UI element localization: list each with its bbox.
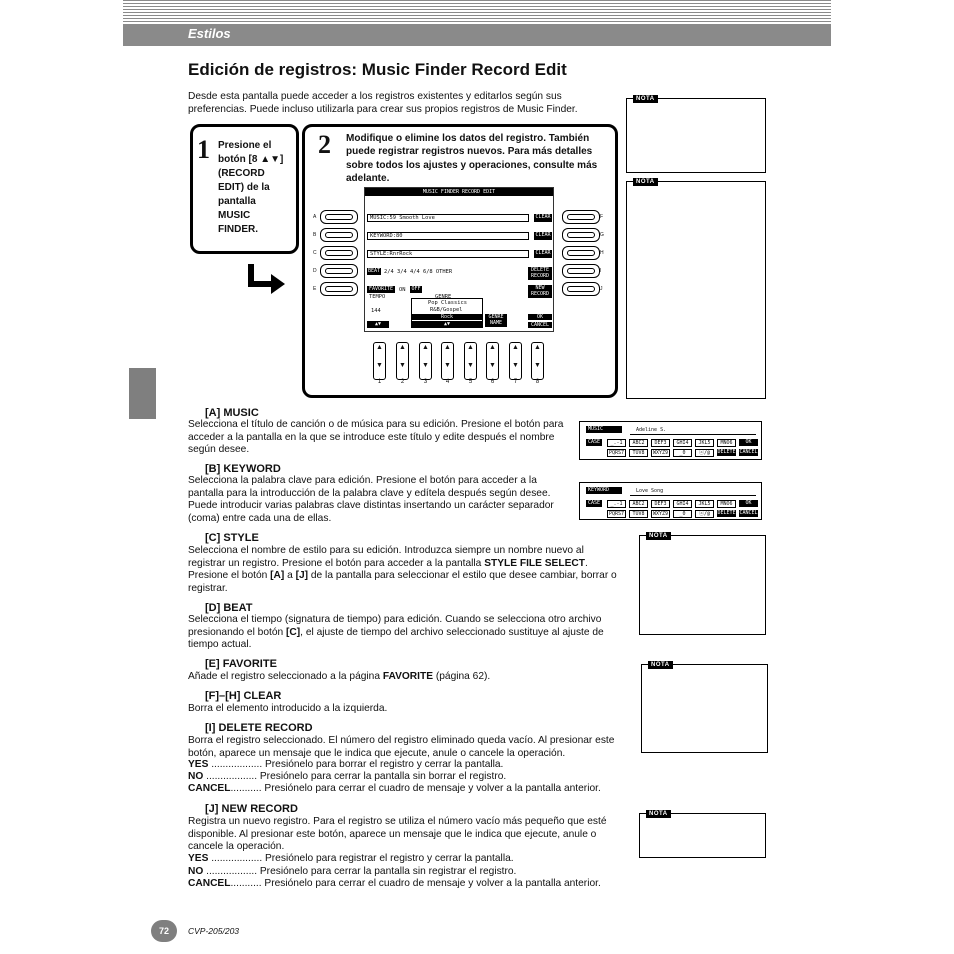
mini-key[interactable]: TUV8 [629, 449, 648, 457]
section-d-title: [D] BEAT [205, 602, 253, 614]
keyword-name-screen [579, 482, 762, 520]
button-g[interactable] [562, 228, 600, 242]
lcd-favorite-label: FAVORITE [368, 286, 394, 292]
entry-key: NO [188, 771, 204, 782]
mini-keyword-label: KEYWORD [586, 487, 622, 494]
d-bold-part: [C] [286, 626, 301, 638]
key-label-i: I [600, 268, 602, 274]
lcd-favorite-off[interactable]: OFF [411, 286, 421, 292]
step2-number: 2 [318, 130, 331, 159]
d-text-part: Selecciona el tiempo (signatura de tiempo) para edición. Cuando se selecciona otro archivo presionando el botón [188, 614, 602, 638]
c-text-part: . Presione el botón [188, 557, 588, 582]
key-label-g: G [600, 232, 604, 238]
section-c-text [188, 545, 618, 595]
lcd-genre-item[interactable]: Pop Classics [428, 300, 467, 306]
lcd-tempo-label: TEMPO [369, 294, 386, 300]
updown-num-6: 6 [490, 379, 495, 385]
section-i-title: [I] DELETE RECORD [205, 722, 313, 734]
mini-key[interactable]: ABC2 [629, 439, 648, 447]
section-fh-text: Borra el elemento introducido a la izquierda. [188, 703, 388, 714]
mini-key[interactable]: CASE [587, 500, 601, 506]
intro-text: Desde esta pantalla puede acceder a los registros existentes y editarlos según sus preferencias. Puede incluso utilizarla para crear sus propios registros de Music Finder. [188, 91, 578, 115]
nota-tag: NOTA [646, 810, 671, 818]
entry-value: .................. Presiónelo para cerrar la pantalla sin registrar el registro. [203, 866, 517, 877]
c-text-part: de la pantalla para seleccionar el estilo que desee cambiar, borrar o registrar. [188, 570, 617, 594]
lcd-genre-updown[interactable]: ▲▼ [411, 321, 483, 328]
mini-key[interactable]: TUV8 [629, 510, 648, 518]
mini-key[interactable]: MNO6 [717, 439, 736, 447]
lcd-beat-label: BEAT [367, 268, 381, 274]
e-text-part: (página 62). [433, 671, 491, 682]
mini-key[interactable]: CASE [587, 439, 601, 445]
lcd-genre-name[interactable]: GENRE NAME [485, 314, 507, 327]
mini-key[interactable]: _.-1 [607, 439, 626, 447]
key-label-c: C [313, 250, 317, 256]
nota-box [639, 813, 766, 858]
section-i-no [188, 771, 506, 784]
mini-key[interactable]: GHI4 [673, 500, 692, 508]
lcd-screen [364, 187, 554, 332]
entry-value: .................. Presiónelo para borrar el registro y cerrar la pantalla. [208, 759, 504, 770]
mini-key[interactable]: DEF3 [651, 439, 670, 447]
page-title: Edición de registros: Music Finder Record Edit [188, 60, 567, 79]
c-bold-part: [A] [270, 570, 285, 582]
mini-key[interactable]: GHI4 [673, 439, 692, 447]
section-i-yes [188, 759, 503, 772]
e-bold-part: FAVORITE [382, 671, 434, 682]
key-label-h: H [600, 250, 604, 256]
mini-key[interactable]: _0 [673, 449, 692, 457]
button-f[interactable] [562, 210, 600, 224]
mini-music-label: MUSIC [586, 426, 622, 433]
lcd-clear-g[interactable]: CLEAR [535, 232, 551, 238]
mini-delete[interactable]: DELETE [717, 449, 736, 455]
updown-num-8: 8 [535, 379, 540, 385]
lcd-clear-h[interactable]: CLEAR [535, 250, 551, 256]
updown-num-5: 5 [468, 379, 473, 385]
mini-key[interactable]: ⓐ/@ [695, 449, 714, 457]
entry-value: ........... Presiónelo para cerrar el cuadro de mensaje y volver a la pantalla anterior. [230, 878, 601, 889]
section-a-text: Selecciona el título de canción o de música para su edición. Presione el botón para acceder a la pantalla en la que se introduce este título y edite después el nombre según desee. [188, 419, 564, 456]
nota-tag: NOTA [633, 95, 658, 103]
mini-delete[interactable]: DELETE [717, 510, 736, 516]
mini-music-underline [630, 434, 756, 435]
button-j[interactable] [562, 282, 600, 296]
key-label-b: B [313, 232, 317, 238]
lcd-ok[interactable]: OK [528, 314, 552, 320]
entry-key: NO [188, 866, 204, 877]
lcd-genre-list[interactable] [411, 298, 483, 322]
mini-key[interactable]: _0 [673, 510, 692, 518]
c-bold-part: [J] [295, 570, 309, 582]
step1-text: Presione el botón [8 ▲▼] (RECORD EDIT) de la pantalla MUSIC FINDER. [218, 140, 284, 235]
mini-keyword-value: Love Song [636, 488, 664, 494]
section-j-yes [188, 853, 514, 866]
entry-key: YES [188, 759, 209, 770]
updown-num-2: 2 [400, 379, 405, 385]
button-d[interactable] [320, 264, 358, 278]
mini-key[interactable]: DEF3 [651, 500, 670, 508]
lcd-tempo-value[interactable]: 144 [371, 308, 381, 314]
section-i-cancel [188, 783, 601, 796]
lcd-music-value: MUSIC:59 Smooth Love [370, 215, 435, 221]
lcd-style-field[interactable] [367, 250, 529, 258]
entry-key: YES [188, 853, 209, 864]
updown-button-8[interactable]: ▲ ▼ [531, 342, 544, 380]
mini-key[interactable]: WXYZ9 [652, 450, 669, 456]
updown-button-5[interactable]: ▲ ▼ [464, 342, 477, 380]
section-c-title: [C] STYLE [205, 532, 259, 544]
chapter-thumb-tab [129, 368, 156, 419]
mini-key[interactable]: ABC2 [629, 500, 648, 508]
entry-value: .................. Presiónelo para cerrar la pantalla sin borrar el registro. [203, 771, 507, 782]
mini-ok[interactable]: OK [739, 439, 758, 446]
lcd-favorite-on[interactable]: ON [399, 287, 406, 293]
updown-button-2[interactable]: ▲ ▼ [396, 342, 409, 380]
lcd-delete-record[interactable]: DELETE RECORD [528, 267, 552, 280]
step1-number: 1 [197, 135, 210, 164]
mini-cancel[interactable]: CANCEL [739, 510, 758, 516]
updown-num-4: 4 [445, 379, 450, 385]
lcd-tempo-updown[interactable]: ▲▼ [367, 321, 389, 328]
lcd-new-record[interactable]: NEW RECORD [528, 285, 552, 298]
button-a[interactable] [320, 210, 358, 224]
c-text-part: Selecciona el nombre de estilo para su edición. Introduzca siempre un nombre nuevo al registrar un registro. Presione el botón para acceder a la pantalla [188, 545, 584, 569]
entry-value: .................. Presiónelo para registrar el registro y cerrar la pantalla. [208, 853, 514, 864]
updown-button-1[interactable]: ▲ ▼ [373, 342, 386, 380]
c-bold-part: STYLE FILE SELECT [484, 557, 585, 569]
mini-key[interactable]: JKL5 [695, 500, 714, 508]
entry-value: ........... Presiónelo para cerrar el cuadro de mensaje y volver a la pantalla anterior. [230, 783, 601, 794]
mini-key[interactable]: ⓐ/@ [695, 510, 714, 518]
button-c[interactable] [320, 246, 358, 260]
page-number: 72 [151, 920, 177, 942]
lcd-genre-label: GENRE [435, 294, 452, 300]
nota-box [639, 535, 766, 635]
mini-ok[interactable]: OK [739, 500, 758, 507]
mini-cancel[interactable]: CANCEL [739, 449, 758, 455]
mini-key[interactable]: MNO6 [717, 500, 736, 508]
lcd-keyword-field[interactable] [367, 232, 529, 240]
lcd-title: MUSIC FINDER RECORD EDIT [365, 188, 553, 196]
button-h[interactable] [562, 246, 600, 260]
model-name: CVP-205/203 [188, 926, 240, 936]
nota-tag: NOTA [648, 661, 673, 669]
lcd-genre-item[interactable]: R&B/Gospel [430, 307, 463, 313]
section-label: Estilos [188, 26, 231, 41]
key-label-a: A [313, 214, 317, 220]
mini-key[interactable]: JKL5 [695, 439, 714, 447]
key-label-d: D [313, 268, 317, 274]
mini-music-value: Adeline S. [636, 427, 667, 433]
section-j-text: Registra un nuevo registro. Para el registro se utiliza el número vacío más pequeño que esté disponible. Al presionar este botón, aparece un mensaje que le indica que ejecute, anule o cancele la operación. [188, 816, 607, 853]
updown-num-1: 1 [377, 379, 382, 385]
key-label-f: F [600, 214, 604, 220]
lcd-genre-item-selected[interactable]: Rock [412, 314, 482, 320]
mini-key[interactable]: _.-1 [607, 500, 626, 508]
step2-text: Modifique o elimine los datos del registro. También puede registrar registros nuevos. Para más detalles sobre todos los ajustes y operaciones, consulte más adelante. [346, 133, 598, 185]
updown-button-3[interactable]: ▲ ▼ [419, 342, 432, 380]
key-label-e: E [313, 286, 317, 292]
button-b[interactable] [320, 228, 358, 242]
updown-num-3: 3 [423, 379, 428, 385]
section-e-text [188, 671, 628, 684]
updown-button-4[interactable]: ▲ ▼ [441, 342, 454, 380]
section-i-text: Borra el registro seleccionado. El número del registro eliminado queda vacío. Al presionar este botón, aparece un mensaje que le indica que ejecute, anule o cancele la operación. [188, 735, 615, 759]
nota-tag: NOTA [646, 532, 671, 540]
section-fh-title: [F]–[H] CLEAR [205, 690, 282, 702]
d-text-part: , el ajuste de tiempo del archivo seleccionado sustituye al ajuste de tiempo actual. [188, 626, 604, 651]
button-e[interactable] [320, 282, 358, 296]
mini-key[interactable]: PQRS7 [608, 450, 625, 456]
e-text-part: Añade el registro seleccionado a la página [188, 671, 383, 682]
c-text-part: a [284, 570, 296, 582]
section-a-title: [A] MUSIC [205, 407, 259, 419]
section-j-cancel [188, 878, 601, 891]
mini-keyword-underline [630, 495, 756, 496]
nota-tag: NOTA [633, 178, 658, 186]
key-label-j: J [600, 286, 603, 292]
updown-num-7: 7 [513, 379, 518, 385]
section-j-no [188, 866, 516, 879]
section-d-text [188, 614, 628, 652]
lcd-clear-f[interactable]: CLEAR [535, 214, 551, 220]
lcd-music-field[interactable] [367, 214, 529, 222]
arrow-icon [245, 262, 287, 296]
section-b-title: [B] KEYWORD [205, 463, 281, 475]
entry-key: CANCEL [188, 783, 231, 794]
button-i[interactable] [562, 264, 600, 278]
music-name-screen [579, 421, 762, 460]
nota-box [626, 98, 766, 173]
entry-key: CANCEL [188, 878, 231, 889]
lcd-cancel[interactable]: CANCEL [528, 322, 552, 328]
nota-box [626, 181, 766, 399]
lcd-style-value: STYLE:RnrRock [370, 251, 413, 257]
header-stripes [123, 0, 831, 24]
mini-key[interactable]: WXYZ9 [652, 511, 669, 517]
lcd-beat-options[interactable]: 2/4 3/4 4/4 6/8 OTHER [384, 269, 453, 275]
updown-button-7[interactable]: ▲ ▼ [509, 342, 522, 380]
section-b-text: Selecciona la palabra clave para edición. Presione el botón para acceder a la pantalla para la introducción de la palabra clave y edítela después según desee. Puede introducir varias palabras clave distintas insertando un carácter separador (coma) entre cada una de ellas. [188, 475, 554, 524]
lcd-keyword-value: KEYWORD:80 [370, 233, 403, 239]
updown-button-6[interactable]: ▲ ▼ [486, 342, 499, 380]
mini-key[interactable]: PQRS7 [608, 511, 625, 517]
nota-box [641, 664, 768, 753]
section-e-title: [E] FAVORITE [205, 658, 277, 670]
section-j-title: [J] NEW RECORD [205, 803, 298, 815]
